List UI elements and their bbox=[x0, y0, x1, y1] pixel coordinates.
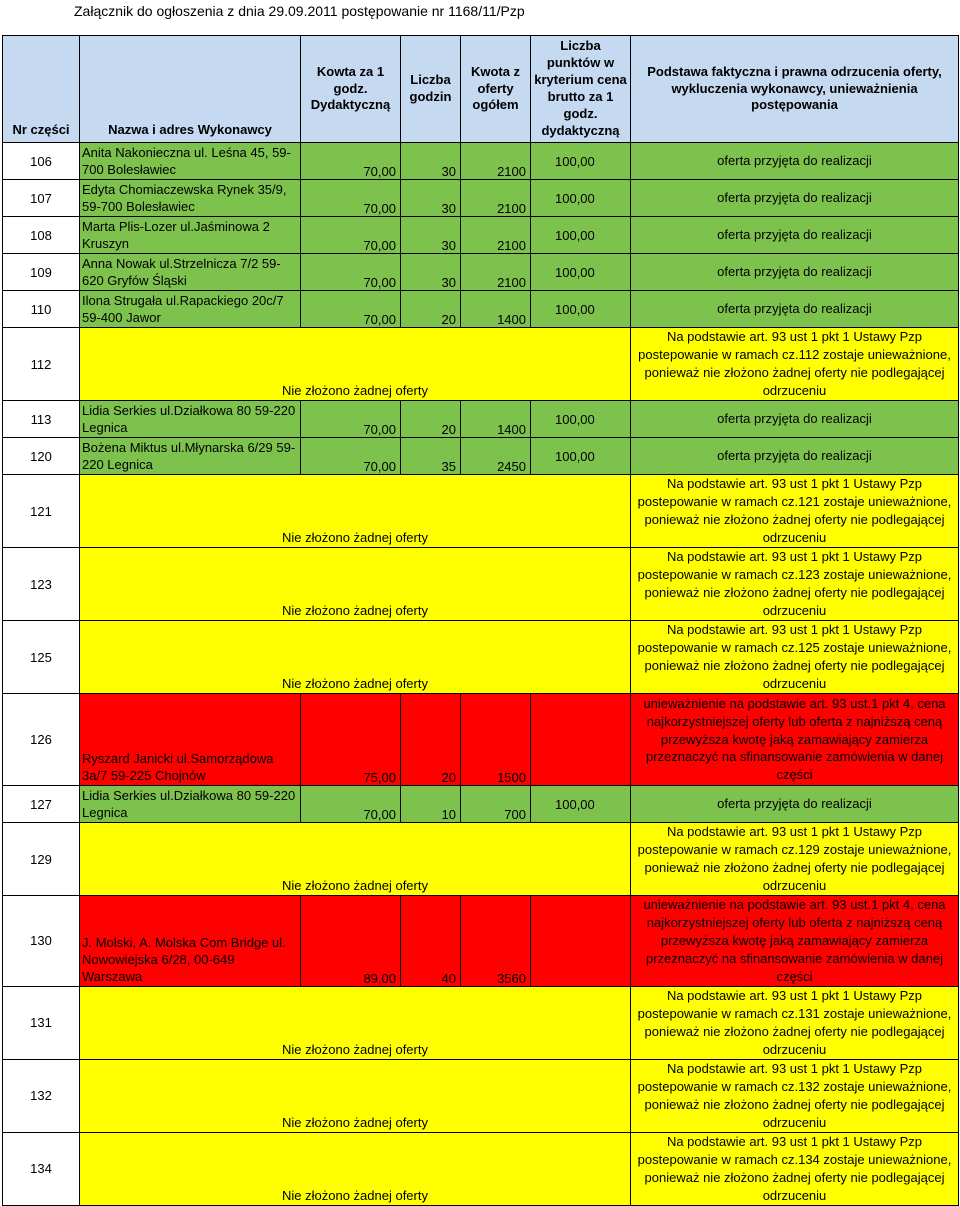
contractor-name: Lidia Serkies ul.Działkowa 80 59-220 Legnica bbox=[80, 786, 301, 823]
row-part-number: 121 bbox=[3, 475, 80, 548]
header-hours: Liczba godzin bbox=[401, 36, 461, 143]
decision-basis: oferta przyjęta do realizacji bbox=[631, 786, 959, 823]
row-part-number: 126 bbox=[3, 694, 80, 786]
hours-count: 30 bbox=[401, 254, 461, 291]
table-row bbox=[3, 1132, 959, 1205]
no-offer-note: Nie złożono żadnej oferty bbox=[80, 1132, 631, 1205]
contractor-name: Marta Plis-Lozer ul.Jaśminowa 2 Kruszyn bbox=[80, 217, 301, 254]
hours-count: 20 bbox=[401, 694, 461, 786]
offer-total: 1400 bbox=[461, 401, 531, 438]
hours-count: 35 bbox=[401, 438, 461, 475]
row-part-number: 120 bbox=[3, 438, 80, 475]
offer-total: 1400 bbox=[461, 291, 531, 328]
table-row bbox=[3, 823, 959, 896]
decision-basis: oferta przyjęta do realizacji bbox=[631, 401, 959, 438]
no-offer-note: Nie złożono żadnej oferty bbox=[80, 823, 631, 896]
offer-total: 1500 bbox=[461, 694, 531, 786]
criterion-points: 100,00 bbox=[531, 401, 631, 438]
header-nr: Nr części bbox=[3, 36, 80, 143]
hourly-rate: 70,00 bbox=[301, 291, 401, 328]
hours-count: 30 bbox=[401, 180, 461, 217]
row-part-number: 130 bbox=[3, 896, 80, 987]
offer-total: 3560 bbox=[461, 896, 531, 987]
row-part-number: 106 bbox=[3, 143, 80, 180]
hourly-rate: 70,00 bbox=[301, 786, 401, 823]
hours-count: 10 bbox=[401, 786, 461, 823]
table-row bbox=[3, 1059, 959, 1132]
contractor-name: Ryszard Janicki ul.Samorządowa 3a/7 59-225 Chojnów bbox=[80, 694, 301, 786]
hours-count: 20 bbox=[401, 401, 461, 438]
offer-total: 2100 bbox=[461, 217, 531, 254]
table-row bbox=[3, 291, 959, 328]
criterion-points: 100,00 bbox=[531, 291, 631, 328]
offer-total: 2100 bbox=[461, 254, 531, 291]
hourly-rate: 89,00 bbox=[301, 896, 401, 987]
decision-basis: Na podstawie art. 93 ust 1 pkt 1 Ustawy Pzp postepowanie w ramach cz.112 zostaje unieważnione, ponieważ nie złożono żadnej oferty nie podlegającej odrzuceniu bbox=[631, 328, 959, 401]
decision-basis: Na podstawie art. 93 ust 1 pkt 1 Ustawy Pzp postepowanie w ramach cz.123 zostaje unieważnione, ponieważ nie złożono żadnej oferty nie podlegającej odrzuceniu bbox=[631, 548, 959, 621]
document-caption: Załącznik do ogłoszenia z dnia 29.09.2011 postępowanie nr 1168/11/Pzp bbox=[74, 3, 525, 19]
hourly-rate: 70,00 bbox=[301, 180, 401, 217]
contractor-name: Edyta Chomiaczewska Rynek 35/9, 59-700 Bolesławiec bbox=[80, 180, 301, 217]
decision-basis: oferta przyjęta do realizacji bbox=[631, 217, 959, 254]
contractor-name: J. Molski, A. Molska Com Bridge ul. Nowowiejska 6/28, 00-649 Warszawa bbox=[80, 896, 301, 987]
row-part-number: 129 bbox=[3, 823, 80, 896]
hours-count: 20 bbox=[401, 291, 461, 328]
decision-basis: Na podstawie art. 93 ust 1 pkt 1 Ustawy Pzp postepowanie w ramach cz.129 zostaje unieważnione, ponieważ nie złożono żadnej oferty nie podlegającej odrzuceniu bbox=[631, 823, 959, 896]
header-total: Kwota z oferty ogółem bbox=[461, 36, 531, 143]
table-row bbox=[3, 548, 959, 621]
header-row bbox=[3, 36, 959, 143]
row-part-number: 110 bbox=[3, 291, 80, 328]
offer-total: 2100 bbox=[461, 180, 531, 217]
criterion-points bbox=[531, 896, 631, 987]
hours-count: 40 bbox=[401, 896, 461, 987]
results-table bbox=[2, 35, 959, 1206]
decision-basis: unieważnienie na podstawie art. 93 ust.1 pkt 4, cena najkorzystniejszej oferty lub oferta z najniższą ceną przewyższa kwotę jaką zamawiający zamierza przeznaczyć na sfinansowanie zamówienia w danej części bbox=[631, 694, 959, 786]
contractor-name: Ilona Strugała ul.Rapackiego 20c/7 59-400 Jawor bbox=[80, 291, 301, 328]
contractor-name: Anita Nakonieczna ul. Leśna 45, 59-700 Bolesławiec bbox=[80, 143, 301, 180]
no-offer-note: Nie złożono żadnej oferty bbox=[80, 328, 631, 401]
table-row bbox=[3, 180, 959, 217]
hourly-rate: 70,00 bbox=[301, 401, 401, 438]
table-row bbox=[3, 986, 959, 1059]
no-offer-note: Nie złożono żadnej oferty bbox=[80, 986, 631, 1059]
offer-total: 2100 bbox=[461, 143, 531, 180]
row-part-number: 123 bbox=[3, 548, 80, 621]
criterion-points: 100,00 bbox=[531, 786, 631, 823]
decision-basis: oferta przyjęta do realizacji bbox=[631, 180, 959, 217]
contractor-name: Lidia Serkies ul.Działkowa 80 59-220 Legnica bbox=[80, 401, 301, 438]
table-row bbox=[3, 328, 959, 401]
hourly-rate: 70,00 bbox=[301, 143, 401, 180]
row-part-number: 108 bbox=[3, 217, 80, 254]
criterion-points bbox=[531, 694, 631, 786]
hourly-rate: 70,00 bbox=[301, 254, 401, 291]
header-points: Liczba punktów w kryterium cena brutto za 1 godz. dydaktyczną bbox=[531, 36, 631, 143]
table-row bbox=[3, 694, 959, 786]
no-offer-note: Nie złożono żadnej oferty bbox=[80, 548, 631, 621]
row-part-number: 125 bbox=[3, 621, 80, 694]
row-part-number: 132 bbox=[3, 1059, 80, 1132]
table-row bbox=[3, 475, 959, 548]
decision-basis: Na podstawie art. 93 ust 1 pkt 1 Ustawy Pzp postepowanie w ramach cz.134 zostaje unieważnione, ponieważ nie złożono żadnej oferty nie podlegającej odrzuceniu bbox=[631, 1132, 959, 1205]
header-name: Nazwa i adres Wykonawcy bbox=[80, 36, 301, 143]
row-part-number: 112 bbox=[3, 328, 80, 401]
header-rate: Kowta za 1 godz. Dydaktyczną bbox=[301, 36, 401, 143]
decision-basis: oferta przyjęta do realizacji bbox=[631, 254, 959, 291]
row-part-number: 109 bbox=[3, 254, 80, 291]
criterion-points: 100,00 bbox=[531, 217, 631, 254]
row-part-number: 134 bbox=[3, 1132, 80, 1205]
decision-basis: Na podstawie art. 93 ust 1 pkt 1 Ustawy Pzp postepowanie w ramach cz.121 zostaje unieważnione, ponieważ nie złożono żadnej oferty nie podlegającej odrzuceniu bbox=[631, 475, 959, 548]
contractor-name: Bożena Miktus ul.Młynarska 6/29 59-220 Legnica bbox=[80, 438, 301, 475]
table-row bbox=[3, 217, 959, 254]
decision-basis: Na podstawie art. 93 ust 1 pkt 1 Ustawy Pzp postepowanie w ramach cz.132 zostaje unieważnione, ponieważ nie złożono żadnej oferty nie podlegającej odrzuceniu bbox=[631, 1059, 959, 1132]
header-reason: Podstawa faktyczna i prawna odrzucenia oferty, wykluczenia wykonawcy, unieważnienia postępowania bbox=[631, 36, 959, 143]
table-row bbox=[3, 896, 959, 987]
hourly-rate: 70,00 bbox=[301, 217, 401, 254]
offer-total: 700 bbox=[461, 786, 531, 823]
row-part-number: 127 bbox=[3, 786, 80, 823]
table-row bbox=[3, 401, 959, 438]
decision-basis: oferta przyjęta do realizacji bbox=[631, 143, 959, 180]
decision-basis: oferta przyjęta do realizacji bbox=[631, 291, 959, 328]
criterion-points: 100,00 bbox=[531, 438, 631, 475]
hourly-rate: 75,00 bbox=[301, 694, 401, 786]
table-row bbox=[3, 143, 959, 180]
decision-basis: unieważnienie na podstawie art. 93 ust.1 pkt 4, cena najkorzystniejszej oferty lub oferta z najniższą ceną przewyższa kwotę jaką zamawiający zamierza przeznaczyć na sfinansowanie zamówienia w danej części bbox=[631, 896, 959, 987]
decision-basis: Na podstawie art. 93 ust 1 pkt 1 Ustawy Pzp postepowanie w ramach cz.131 zostaje unieważnione, ponieważ nie złożono żadnej oferty nie podlegającej odrzuceniu bbox=[631, 986, 959, 1059]
criterion-points: 100,00 bbox=[531, 180, 631, 217]
offer-total: 2450 bbox=[461, 438, 531, 475]
row-part-number: 107 bbox=[3, 180, 80, 217]
hours-count: 30 bbox=[401, 217, 461, 254]
hourly-rate: 70,00 bbox=[301, 438, 401, 475]
decision-basis: Na podstawie art. 93 ust 1 pkt 1 Ustawy Pzp postepowanie w ramach cz.125 zostaje unieważnione, ponieważ nie złożono żadnej oferty nie podlegającej odrzuceniu bbox=[631, 621, 959, 694]
contractor-name: Anna Nowak ul.Strzelnicza 7/2 59-620 Gryfów Śląski bbox=[80, 254, 301, 291]
table-row bbox=[3, 786, 959, 823]
table-row bbox=[3, 438, 959, 475]
decision-basis: oferta przyjęta do realizacji bbox=[631, 438, 959, 475]
table-row bbox=[3, 621, 959, 694]
no-offer-note: Nie złożono żadnej oferty bbox=[80, 475, 631, 548]
criterion-points: 100,00 bbox=[531, 143, 631, 180]
row-part-number: 131 bbox=[3, 986, 80, 1059]
criterion-points: 100,00 bbox=[531, 254, 631, 291]
no-offer-note: Nie złożono żadnej oferty bbox=[80, 621, 631, 694]
no-offer-note: Nie złożono żadnej oferty bbox=[80, 1059, 631, 1132]
hours-count: 30 bbox=[401, 143, 461, 180]
table-row bbox=[3, 254, 959, 291]
row-part-number: 113 bbox=[3, 401, 80, 438]
